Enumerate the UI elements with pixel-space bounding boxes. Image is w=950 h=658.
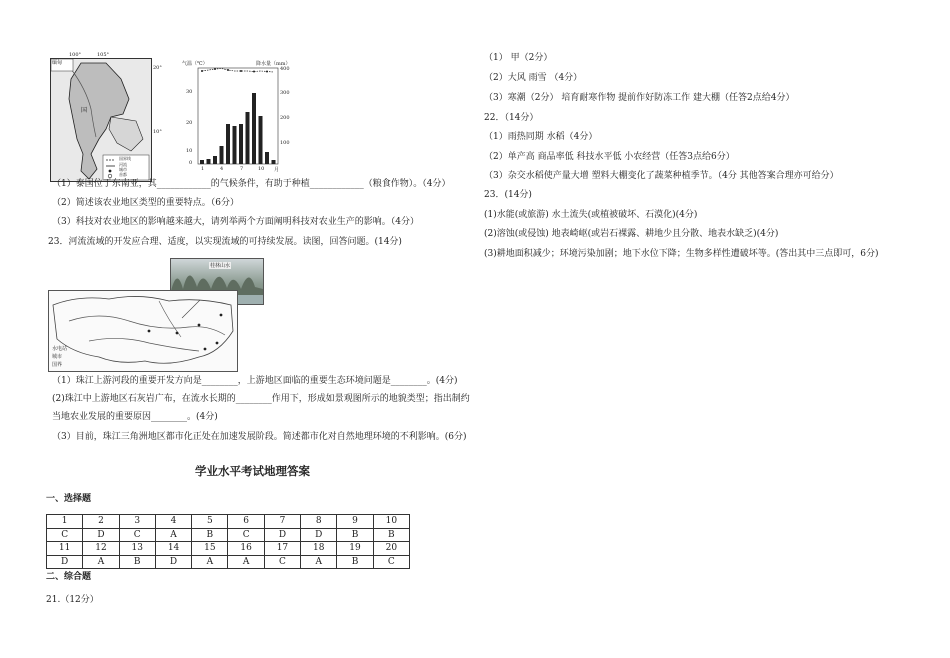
answer-table-cell: 11	[47, 542, 83, 556]
q2-line: （2）简述该农业地区类型的重要特点。（6分）	[52, 198, 239, 208]
answer-table-cell: 2	[83, 515, 119, 529]
answer-table-cell: D	[83, 528, 119, 542]
right-line: (2)溶蚀(或侵蚀) 地表崎岖(或岩石裸露、耕地少且分散、地表水缺乏)(4分)	[484, 229, 779, 239]
answer-table-cell: C	[47, 528, 83, 542]
q21-heading: 21.（12分）	[46, 595, 99, 605]
answer-table-cell: 9	[337, 515, 373, 529]
answer-table-cell: C	[264, 555, 300, 569]
climate-chart	[182, 60, 297, 178]
climate-y-left-tick: 10	[186, 148, 193, 154]
answer-table-cell: C	[119, 528, 155, 542]
answer-table-row	[47, 515, 410, 529]
answer-table-cell: 3	[119, 515, 155, 529]
climate-x-tick: 4	[220, 166, 224, 172]
climate-x-unit: 月	[274, 167, 280, 173]
map-legend-item: 国界线	[119, 156, 131, 161]
answer-table-cell: 19	[337, 542, 373, 556]
answer-table-cell: B	[192, 528, 228, 542]
right-line: （3）杂交水稻使产量大增 塑料大棚变化了蔬菜种植季节。（4分 其他答案合理亦可给分）	[484, 171, 839, 181]
thailand-map-graphic	[51, 59, 151, 181]
map-country-label: 国	[81, 107, 88, 114]
q23-2: (2)珠江中上游地区石灰岩广布，在流水长期的________作用下，形成如景观图所示的地貌类型；指出制约	[52, 394, 470, 404]
answer-table-cell: 13	[119, 542, 155, 556]
answer-table-cell: 7	[264, 515, 300, 529]
answer-table-cell: B	[373, 528, 409, 542]
climate-y-left-tick: 0	[189, 160, 193, 166]
answer-table-cell: D	[301, 528, 337, 542]
answer-table-cell: 10	[373, 515, 409, 529]
right-line: （1） 甲（2分）	[484, 53, 553, 63]
answer-table-cell: B	[337, 528, 373, 542]
map-lat-label-2: 10°	[153, 129, 162, 135]
answer-table-cell: 8	[301, 515, 337, 529]
right-line: 22．（14分）	[484, 113, 539, 123]
map-inset-label: 缅甸	[52, 60, 63, 66]
right-line: 23．(14分)	[484, 190, 532, 200]
climate-y-left-tick: 20	[186, 120, 193, 126]
climate-y-right-tick: 400	[280, 66, 290, 72]
q23-1: （1）珠江上游河段的重要开发方向是________，上游地区面临的重要生态环境问题是________。(4分)	[52, 376, 458, 386]
climate-y-right-tick: 300	[280, 90, 290, 96]
answer-table-cell: 4	[155, 515, 191, 529]
map-legend-item: 河流	[119, 162, 127, 167]
answer-table-cell: 6	[228, 515, 264, 529]
answer-table-cell: 5	[192, 515, 228, 529]
answer-table-cell: A	[228, 555, 264, 569]
answer-table-row	[47, 555, 410, 569]
answer-table-cell: D	[264, 528, 300, 542]
section-comprehensive: 二、综合题	[46, 572, 92, 582]
photo-caption: 桂林山水	[210, 263, 231, 269]
climate-y-right-label: 降水量（mm）	[256, 61, 291, 67]
section-choice: 一、选择题	[46, 494, 92, 504]
answer-table-cell: 14	[155, 542, 191, 556]
answer-table-cell: A	[155, 528, 191, 542]
climate-chart-graphic	[182, 60, 297, 178]
right-line: （3）寒潮（2分） 培育耐寒作物 提前作好防冻工作 建大棚（任答2点给4分）	[484, 93, 795, 103]
climate-x-tick: 1	[201, 166, 205, 172]
map-lon-label-2: 105°	[97, 52, 110, 58]
climate-y-left-tick: 30	[186, 89, 193, 95]
answer-table-cell: A	[192, 555, 228, 569]
photo-pointer	[180, 300, 210, 320]
climate-y-right-tick: 200	[280, 115, 290, 121]
pearl-legend-item: 水电站	[52, 346, 68, 352]
map-legend-item: 城市	[119, 167, 127, 172]
answer-table-cell: D	[155, 555, 191, 569]
answer-table-row	[47, 542, 410, 556]
climate-x-tick: 7	[240, 166, 244, 172]
answer-table-cell: B	[119, 555, 155, 569]
answer-title: 学业水平考试地理答案	[195, 464, 310, 478]
answer-table-cell: 17	[264, 542, 300, 556]
answer-table-cell: 12	[83, 542, 119, 556]
map-legend-item: 首都	[119, 172, 127, 177]
right-line: （2）单产高 商品率低 科技水平低 小农经营（任答3点给6分）	[484, 152, 735, 162]
thailand-map	[50, 52, 162, 182]
q23-intro: 23．河流流域的开发应合理、适度，以实现流域的可持续发展。读图，回答问题。(14分)	[48, 237, 402, 247]
q3-line: （3）科技对农业地区的影响越来越大，请列举两个方面阐明科技对农业生产的影响。（4分）	[52, 217, 419, 227]
pearl-legend-item: 国界	[52, 362, 63, 368]
q23-3: （3）目前，珠江三角洲地区都市化正处在加速发展阶段。简述都市化对自然地理环境的不利影响。(6分)	[52, 432, 467, 442]
map-lon-label-1: 100°	[69, 52, 82, 58]
pearl-legend-item: 城市	[52, 354, 63, 360]
map-lat-label-1: 20°	[153, 65, 162, 71]
answer-table-cell: 16	[228, 542, 264, 556]
q1-line: （1）泰国位于东南亚，其____________的气候条件，有助于种植____________（粮食作物）。（4分）	[52, 179, 451, 189]
answer-table-cell: D	[47, 555, 83, 569]
answer-table-cell: A	[83, 555, 119, 569]
answer-table-cell: 20	[373, 542, 409, 556]
q23-2-cont: 当地农业发展的重要原因________。(4分)	[52, 412, 218, 422]
right-line: (3)耕地面积减少；环境污染加剧；地下水位下降；生物多样性遭破坏等。(答出其中三点即可，6分)	[484, 249, 879, 259]
answer-table-cell: A	[301, 555, 337, 569]
answer-table-cell: 1	[47, 515, 83, 529]
answer-table-cell: 15	[192, 542, 228, 556]
climate-x-tick: 10	[258, 166, 265, 172]
answer-table	[46, 514, 410, 569]
answer-table-row	[47, 528, 410, 542]
right-line: (1)水能(或旅游) 水土流失(或植被破坏、石漠化)(4分)	[484, 210, 698, 220]
answer-table-cell: B	[337, 555, 373, 569]
answer-table-cell: C	[228, 528, 264, 542]
answer-table-cell: 18	[301, 542, 337, 556]
right-line: （2）大风 雨雪 （4分）	[484, 73, 583, 83]
climate-y-right-tick: 100	[280, 140, 290, 146]
right-line: （1）雨热同期 水稻（4分）	[484, 132, 598, 142]
climate-y-left-label: 气温（℃）	[182, 61, 208, 67]
answer-table-cell: C	[373, 555, 409, 569]
